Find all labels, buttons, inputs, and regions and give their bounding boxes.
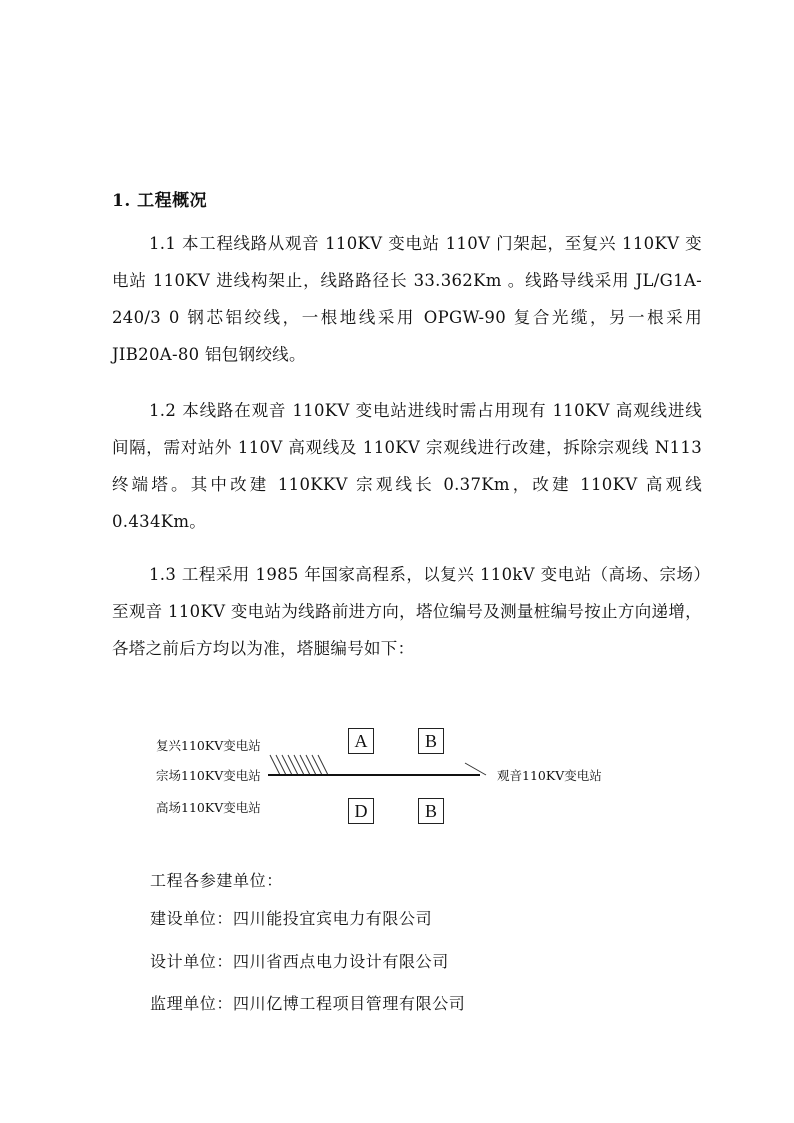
paragraph-1-3: 1.3 工程采用 1985 年国家高程系，以复兴 110kV 变电站（高场、宗场）至观音 110KV 变电站为线路前进方向，塔位编号及测量桩编号按止方向递增，各塔之前后方均以为准，塔腿编号如下： bbox=[112, 565, 702, 658]
leg-box-a: A bbox=[348, 728, 374, 754]
tower-leg-diagram bbox=[140, 720, 620, 835]
right-stub bbox=[465, 763, 486, 775]
leg-box-d: D bbox=[348, 798, 374, 824]
participants-title: 工程各参建单位： bbox=[150, 871, 283, 890]
supervision-unit: 监理单位：四川亿博工程项目管理有限公司 bbox=[150, 994, 466, 1013]
leg-box-b-top: B bbox=[418, 728, 444, 754]
hatch-marks bbox=[270, 755, 328, 775]
leg-box-b-bottom: B bbox=[418, 798, 444, 824]
label-fuxing-substation: 复兴110KV变电站 bbox=[156, 738, 261, 753]
label-guanyin-substation: 观音110KV变电站 bbox=[497, 768, 602, 783]
design-unit: 设计单位：四川省西点电力设计有限公司 bbox=[150, 952, 449, 971]
label-zongchang-substation: 宗场110KV变电站 bbox=[156, 768, 261, 783]
paragraph-1-1: 1.1 本工程线路从观音 110KV 变电站 110V 门架起，至复兴 110KV 变电站 110KV 进线构架止，线路路径长 33.362Km 。线路导线采用 JL/G1A-240/3 0 钢芯铝绞线，一根地线采用 OPGW-90 复合光缆，另一根采用 JIB20A-80 铝包钢绞线。 bbox=[112, 234, 702, 364]
section-heading: 1. 工程概况 bbox=[112, 191, 208, 211]
construction-unit: 建设单位：四川能投宜宾电力有限公司 bbox=[150, 909, 433, 928]
paragraph-1-2: 1.2 本线路在观音 110KV 变电站进线时需占用现有 110KV 高观线进线间隔，需对站外 110V 高观线及 110KV 宗观线进行改建，拆除宗观线 N113 终端塔。其中改建 110KKV 宗观线长 0.37Km，改建 110KV 高观线 0.434Km。 bbox=[112, 401, 702, 531]
label-gaochang-substation: 高场110KV变电站 bbox=[156, 800, 261, 815]
